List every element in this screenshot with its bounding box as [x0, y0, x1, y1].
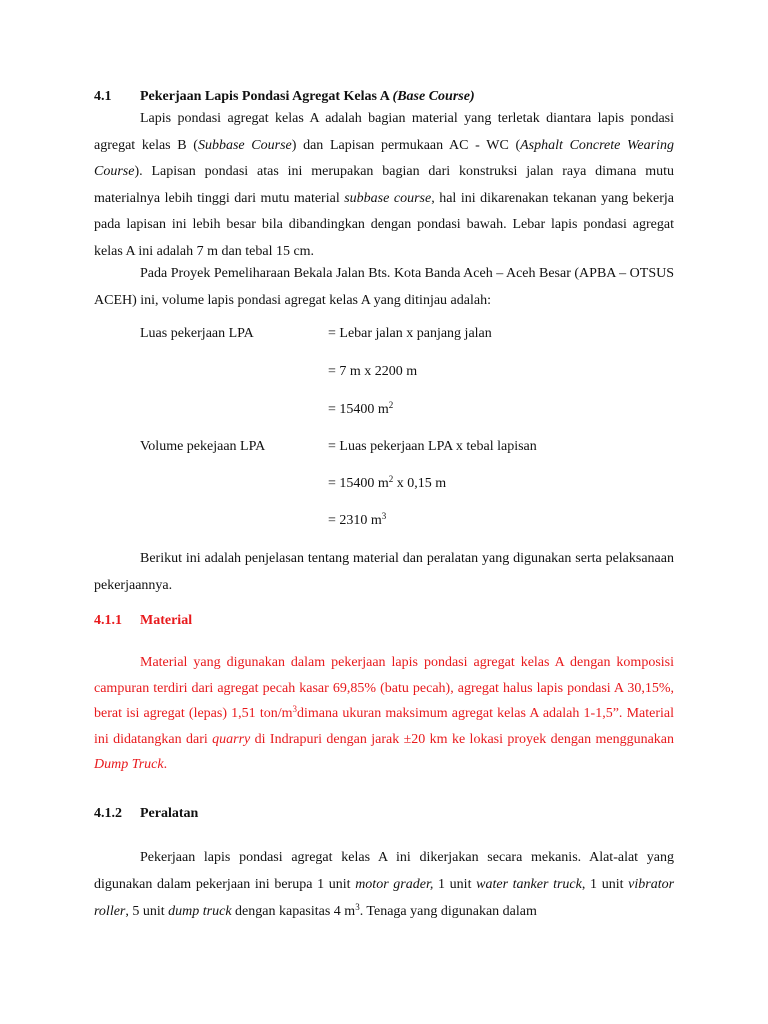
text-run: , 5 unit	[125, 904, 169, 919]
text-run: .	[163, 757, 168, 772]
section-number: 4.1	[94, 89, 112, 104]
italic-run: dump truck	[168, 904, 232, 919]
text-run: . Tenaga yang digunakan dalam	[359, 904, 537, 919]
calc-luas-eq3	[328, 400, 393, 420]
paragraph-base-course	[94, 106, 674, 265]
calc-value: = 15400 m	[328, 476, 389, 491]
calc-vol-eq2	[328, 474, 446, 494]
italic-run: quarry	[212, 731, 251, 747]
calc-luas-eq1: = Lebar jalan x panjang jalan	[328, 326, 492, 341]
superscript: 3	[292, 704, 297, 714]
section-title: Peralatan	[140, 806, 199, 821]
text-run: 1 unit	[433, 877, 477, 892]
text-run: , hal ini dikarenakan tekanan yang bekerja pada lapisan ini lebih besar bila dibandingkan dengan pondasi bawah. Lebar lapis pondasi agregat kelas A ini adalah 7 m dan tebal 15 cm.	[94, 190, 674, 259]
italic-run: Asphalt Concrete Wearing Course	[94, 137, 674, 179]
calc-value: x 0,15 m	[393, 476, 447, 491]
section-heading-4-1-1	[94, 608, 674, 635]
text-run: dimana ukuran maksimum agregat kelas A adalah 1-1,5”. Material ini didatangkan dari	[94, 706, 674, 747]
text-run: ). Lapisan pondasi atas ini merupakan bagian dari konstruksi jalan raya dimana mutu materialnya lebih tinggi dari mutu material	[94, 164, 674, 206]
calc-value: = 2310 m	[328, 513, 382, 528]
calc-vol-eq1: = Luas pekerjaan LPA x tebal lapisan	[328, 439, 537, 454]
text-run: , 1 unit	[581, 877, 629, 892]
text-run: di Indrapuri dengan jarak ±20 km ke lokasi proyek dengan menggunakan	[250, 731, 675, 747]
calc-luas-eq2: = 7 m x 2200 m	[328, 364, 418, 379]
section-number: 4.1.2	[94, 806, 122, 821]
calc-vol-eq3	[328, 511, 386, 531]
superscript: 3	[355, 902, 360, 912]
italic-run: Dump Truck	[94, 757, 164, 772]
calc-label-luas: Luas pekerjaan LPA	[140, 326, 254, 341]
italic-run: motor grader,	[355, 877, 434, 892]
text-run: Pekerjaan lapis pondasi agregat kelas A ini dikerjakan secara mekanis. Alat-alat yang digunakan dalam pekerjaan ini berupa 1 unit	[94, 850, 674, 892]
section-title-italic: (Base Course)	[392, 89, 475, 104]
text-run: Material yang digunakan dalam pekerjaan lapis pondasi agregat kelas A dengan komposisi campuran terdiri dari agregat pecah kasar 69,85% (batu pecah), agregat halus lapis pondasi A 30,15%, berat isi agregat (lepas) 1,51 ton/m	[94, 655, 674, 721]
paragraph-material	[94, 650, 674, 778]
calc-label-volume: Volume pekejaan LPA	[140, 439, 266, 454]
paragraph-project: Pada Proyek Pemeliharaan Bekala Jalan Bts. Kota Banda Aceh – Aceh Besar (APBA – OTSUS ACEH) ini, volume lapis pondasi agregat kelas A yang ditinjau adalah:	[94, 266, 674, 308]
italic-run: water tanker truck	[476, 877, 582, 892]
text-run: ) dan Lapisan permukaan AC - WC (	[291, 137, 521, 153]
italic-run: vibrator roller	[94, 877, 675, 919]
superscript: 3	[381, 511, 387, 521]
paragraph-peralatan	[94, 844, 674, 925]
text-run: Lapis pondasi agregat kelas A adalah bagian material yang terletak diantara lapis pondasi agregat kelas B (	[94, 111, 674, 153]
superscript: 2	[388, 400, 394, 410]
section-number: 4.1.1	[94, 613, 122, 628]
text-run: dengan kapasitas 4 m	[231, 904, 356, 919]
calc-value: = 15400 m	[328, 402, 389, 417]
section-heading-4-1-2	[94, 801, 674, 828]
paragraph-intro: Berikut ini adalah penjelasan tentang material dan peralatan yang digunakan serta pelaksanaan pekerjaannya.	[94, 551, 674, 593]
italic-run: Subbase Course	[197, 137, 292, 153]
superscript: 2	[388, 474, 394, 484]
section-title: Pekerjaan Lapis Pondasi Agregat Kelas A	[140, 89, 390, 104]
italic-run: subbase course	[344, 190, 432, 206]
section-title: Material	[140, 613, 193, 628]
